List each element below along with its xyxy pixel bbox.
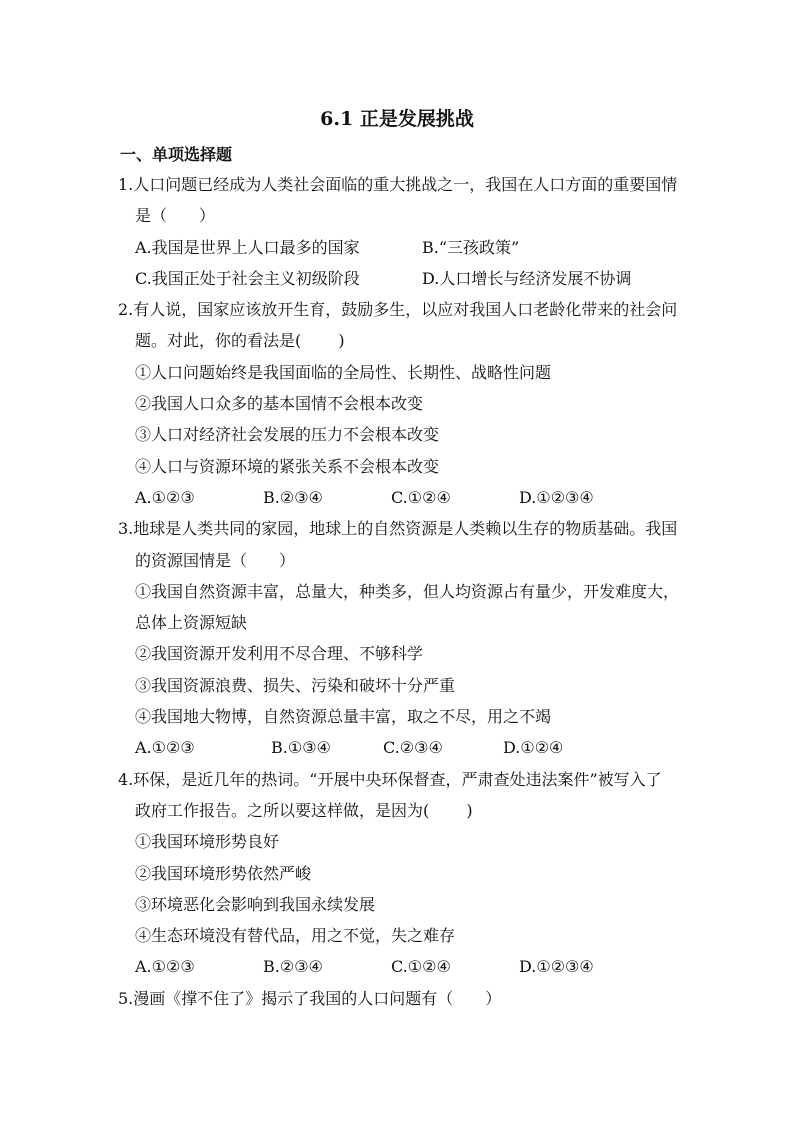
statement-1-cont: 总体上资源短缺 — [135, 613, 248, 633]
question-4 — [118, 764, 684, 983]
option-d: D.①②③④ — [519, 487, 594, 507]
option-b: B.②③④ — [263, 957, 323, 977]
question-stem: 5.漫画《撑不住了》揭示了我国的人口问题有（ ） — [118, 988, 502, 1008]
option-row — [118, 951, 684, 982]
option-a: A.我国是世界上人口最多的国家 — [135, 237, 360, 257]
statement-3: ③我国资源浪费、损失、污染和破坏十分严重 — [135, 675, 456, 695]
option-row — [118, 232, 684, 263]
statement-1: ①人口问题始终是我国面临的全局性、长期性、战略性问题 — [135, 362, 552, 382]
question-stem: 3.地球是人类共同的家园，地球上的自然资源是人类赖以生存的物质基础。我国 — [118, 519, 678, 539]
option-d: D.①②③④ — [519, 957, 594, 977]
option-c: C.我国正处于社会主义初级阶段 — [135, 268, 360, 288]
option-a: A.①②③ — [135, 738, 195, 758]
statement-1: ①我国环境形势良好 — [135, 832, 280, 852]
option-row — [118, 263, 684, 294]
statement-2: ②我国环境形势依然严峻 — [135, 863, 312, 883]
option-c: C.②③④ — [383, 738, 443, 758]
option-a: A.①②③ — [135, 487, 195, 507]
question-stem: 2.有人说，国家应该放开生育，鼓励多生，以应对我国人口老龄化带来的社会问 — [118, 300, 678, 320]
option-row — [118, 482, 684, 513]
question-2 — [118, 294, 684, 513]
option-d: D.人口增长与经济发展不协调 — [422, 268, 632, 288]
question-list — [118, 169, 684, 1014]
section-heading: 一、单项选择题 — [120, 145, 233, 164]
option-c: C.①②④ — [391, 957, 451, 977]
question-stem: 的资源国情是（ ） — [135, 550, 296, 570]
statement-2: ②我国人口众多的基本国情不会根本改变 — [135, 394, 424, 414]
option-b: B.“三孩政策” — [422, 237, 520, 257]
question-stem: 4.环保，是近几年的热词。“开展中央环保督查，严肃查处违法案件”被写入了 — [118, 769, 662, 789]
option-b: B.①③④ — [271, 738, 331, 758]
statement-4: ④我国地大物博，自然资源总量丰富，取之不尽，用之不竭 — [135, 707, 552, 727]
question-stem: 题。对此，你的看法是( ) — [135, 331, 345, 351]
statement-3: ③人口对经济社会发展的压力不会根本改变 — [135, 425, 440, 445]
question-stem: 1.人口问题已经成为人类社会面临的重大挑战之一，我国在人口方面的重要国情 — [118, 175, 678, 194]
statement-1: ①我国自然资源丰富，总量大，种类多，但人均资源占有量少，开发难度大， — [135, 581, 680, 601]
page-title: 6.1 正是发展挑战 — [320, 108, 474, 130]
question-1 — [118, 169, 684, 294]
statement-3: ③环境恶化会影响到我国永续发展 — [135, 894, 376, 914]
option-c: C.①②④ — [391, 487, 451, 507]
question-5 — [118, 983, 684, 1014]
statement-4: ④生态环境没有替代品，用之不觉，失之难存 — [135, 926, 456, 946]
statement-2: ②我国资源开发利用不尽合理、不够科学 — [135, 644, 424, 664]
option-a: A.①②③ — [135, 957, 195, 977]
option-row — [118, 732, 684, 763]
option-d: D.①②④ — [503, 738, 564, 758]
option-b: B.②③④ — [263, 487, 323, 507]
question-3 — [118, 513, 684, 763]
question-stem: 政府工作报告。之所以要这样做，是因为( ) — [135, 800, 473, 820]
statement-4: ④人口与资源环境的紧张关系不会根本改变 — [135, 456, 440, 476]
question-stem: 是（ ） — [135, 206, 216, 226]
